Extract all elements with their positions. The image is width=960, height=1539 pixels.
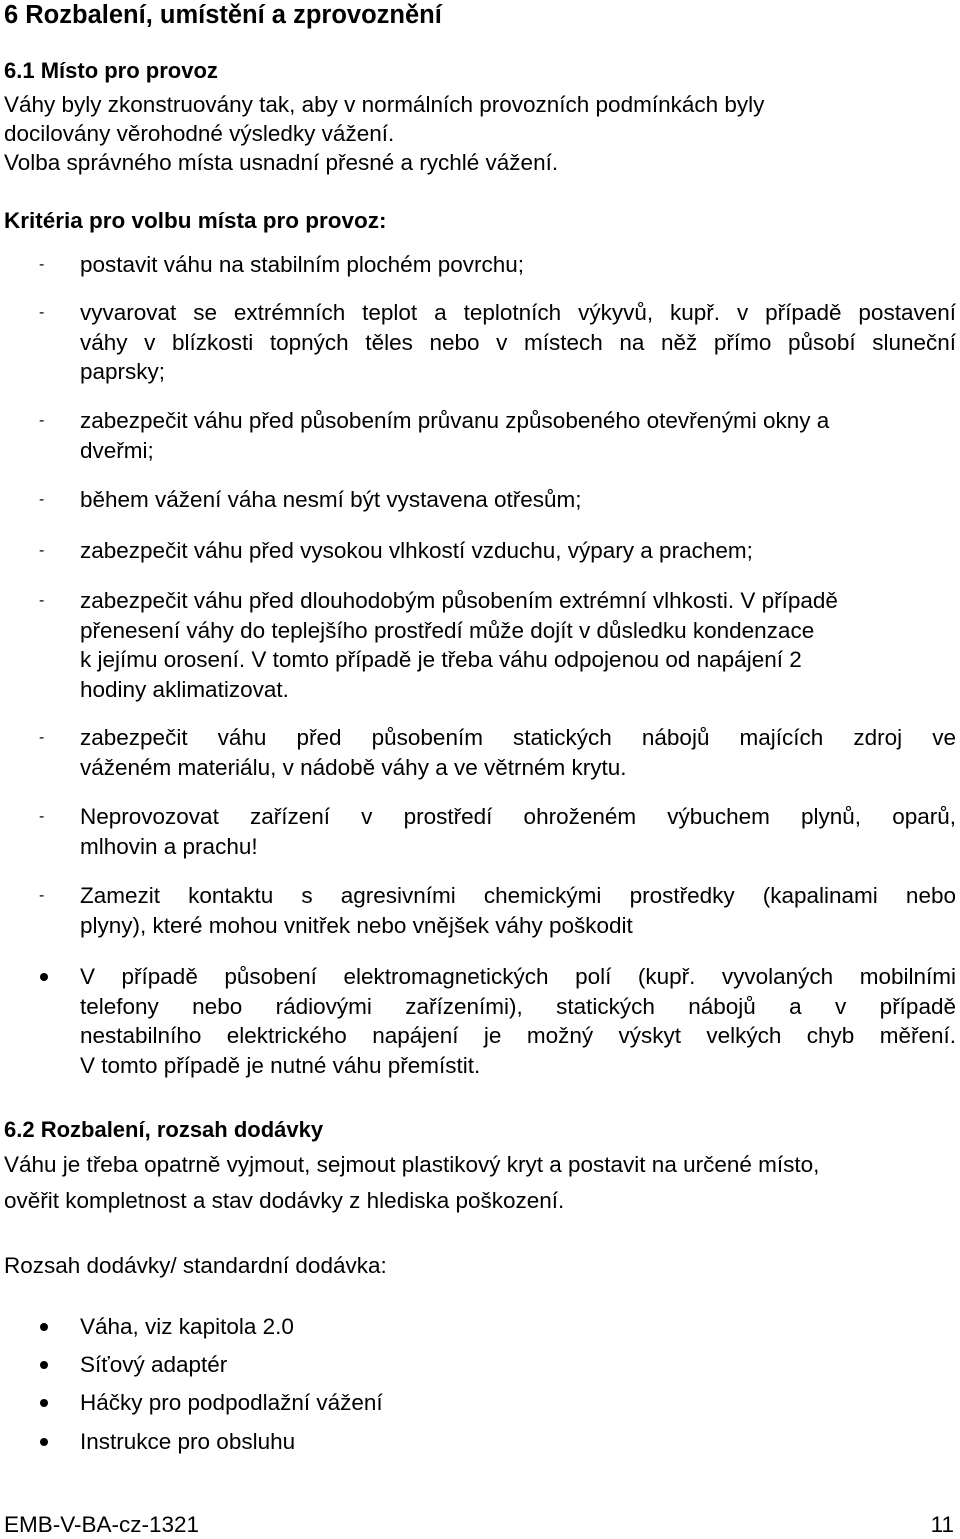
- item-line: váhy v blízkosti topných těles nebo v místech na něž přímo působí sluneční: [80, 329, 956, 355]
- paragraph-line: docilovány věrohodné výsledky vážení.: [4, 121, 395, 146]
- item-line: paprsky;: [80, 359, 166, 384]
- paragraph-line: Volba správného místa usnadní přesné a rychlé vážení.: [4, 150, 559, 175]
- paragraph-line: Váhy byly zkonstruovány tak, aby v normálních provozních podmínkách byly: [4, 92, 765, 117]
- item-line: postavit váhu na stabilním plochém povrchu;: [80, 252, 524, 277]
- dash-marker: -: [39, 542, 45, 559]
- section-title-6-2: 6.2 Rozbalení, rozsah dodávky: [4, 1117, 324, 1142]
- item-line: Neprovozovat zařízení v prostředí ohroženém výbuchem plynů, oparů,: [80, 804, 956, 829]
- dash-marker: -: [39, 412, 45, 429]
- paragraph-line: Váhu je třeba opatrně vyjmout, sejmout plastikový kryt a postavit na určené místo,: [4, 1152, 820, 1177]
- dash-marker: -: [39, 592, 45, 609]
- item-line: přenesení váhy do teplejšího prostředí může dojít v důsledku kondenzace: [80, 617, 815, 643]
- item-line: nestabilního elektrického napájení je možný výskyt velkých chyb měření.: [80, 1023, 956, 1048]
- item-line: Zamezit kontaktu s agresivními chemickými prostředky (kapalinami nebo: [80, 883, 956, 908]
- bullet-icon: [40, 973, 48, 981]
- item-line: telefony nebo rádiovými zařízeními), statických nábojů a v případě: [80, 993, 956, 1019]
- footer-doc-code: EMB-V-BA-cz-1321: [4, 1512, 200, 1537]
- item-line: zabezpečit váhu před vysokou vlhkostí vzduchu, výpary a prachem;: [80, 538, 753, 563]
- dash-marker: -: [39, 808, 45, 825]
- item-line: Háčky pro podpodlažní vážení: [80, 1390, 383, 1415]
- item-line: dveřmi;: [80, 437, 154, 463]
- item-line: mlhovin a prachu!: [80, 833, 258, 859]
- item-line: váženém materiálu, v nádobě váhy a ve větrném krytu.: [80, 754, 627, 780]
- dash-marker: -: [39, 491, 45, 508]
- criteria-title: Kritéria pro volbu místa pro provoz:: [4, 208, 387, 233]
- item-line: hodiny aklimatizovat.: [80, 676, 289, 702]
- dash-marker: -: [39, 729, 45, 746]
- dash-marker: -: [39, 256, 45, 273]
- bullet-icon: [40, 1323, 48, 1331]
- item-line: Síťový adaptér: [80, 1352, 228, 1377]
- item-line: k jejímu orosení. V tomto případě je třeba váhu odpojenou od napájení 2: [80, 647, 802, 672]
- item-line: Instrukce pro obsluhu: [80, 1429, 296, 1454]
- chapter-title: 6 Rozbalení, umístění a zprovoznění: [4, 1, 442, 29]
- item-line: zabezpečit váhu před působením průvanu způsobeného otevřenými okny a: [80, 408, 830, 433]
- item-line: zabezpečit váhu před dlouhodobým působením extrémní vlhkosti. V případě: [80, 588, 838, 613]
- scope-title: Rozsah dodávky/ standardní dodávka:: [4, 1253, 387, 1278]
- section-title-6-1: 6.1 Místo pro provoz: [4, 58, 218, 83]
- item-line: V případě působení elektromagnetických polí (kupř. vyvolaných mobilními: [80, 964, 956, 989]
- page-number: 11: [930, 1512, 954, 1537]
- dash-marker: -: [39, 887, 45, 904]
- bullet-icon: [40, 1361, 48, 1369]
- item-line: Váha, viz kapitola 2.0: [80, 1314, 294, 1339]
- item-line: vyvarovat se extrémních teplot a teplotních výkyvů, kupř. v případě postavení: [80, 300, 956, 325]
- dash-marker: -: [39, 304, 45, 321]
- item-line: plyny), které mohou vnitřek nebo vnějšek váhy poškodit: [80, 912, 633, 938]
- item-line: V tomto případě je nutné váhu přemístit.: [80, 1052, 481, 1078]
- bullet-icon: [40, 1399, 48, 1407]
- paragraph-line: ověřit kompletnost a stav dodávky z hlediska poškození.: [4, 1188, 565, 1213]
- bullet-icon: [40, 1438, 48, 1446]
- item-line: během vážení váha nesmí být vystavena otřesům;: [80, 487, 582, 512]
- item-line: zabezpečit váhu před působením statických nábojů majících zdroj ve: [80, 725, 956, 750]
